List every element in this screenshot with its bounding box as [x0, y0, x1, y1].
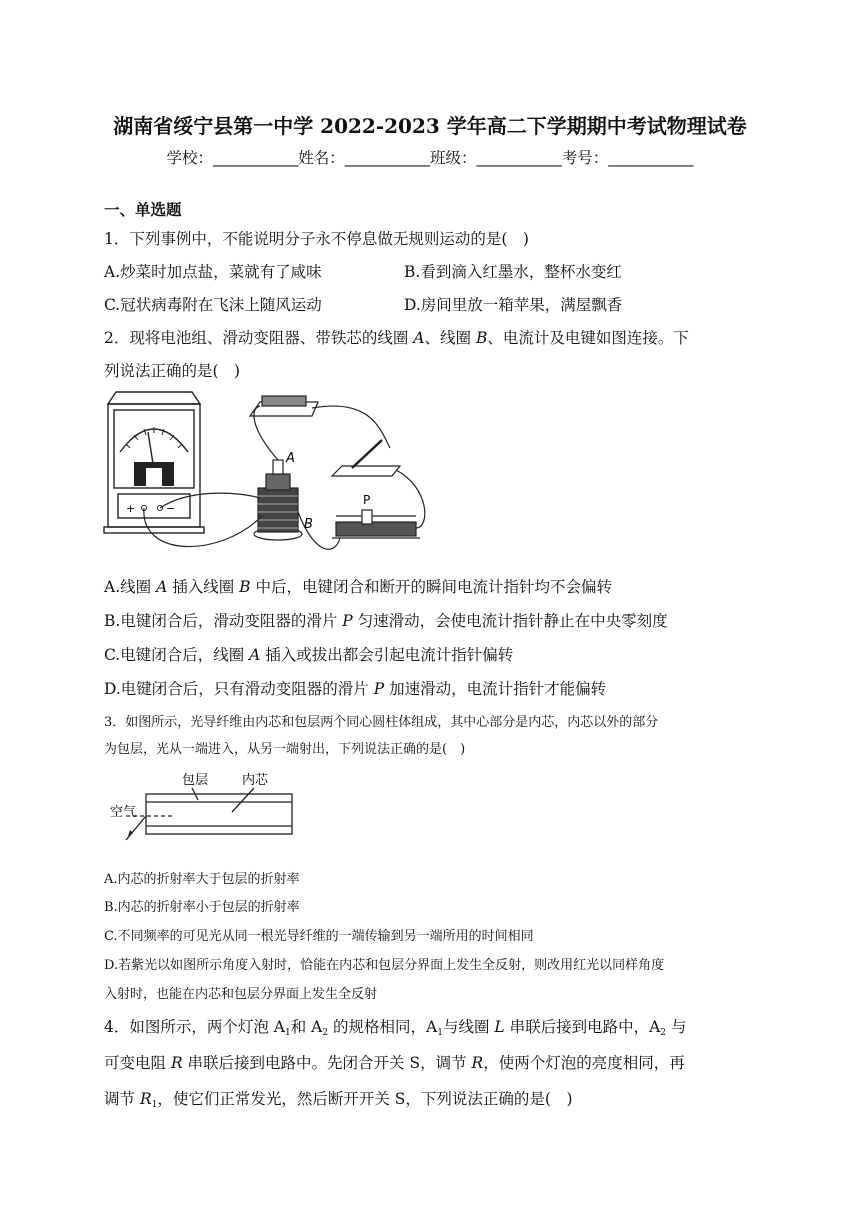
q1-stem: 1．下列事例中，不能说明分子永不停息做无规则运动的是( ) [104, 230, 529, 248]
galvanometer-coil [146, 468, 162, 486]
core-label: 内芯 [242, 773, 269, 788]
q3-stem-line1: 3．如图所示，光导纤维由内芯和包层两个同心圆柱体组成，其中心部分是内芯，内芯以外的部分 [104, 715, 659, 730]
q2-stem-line2: 列说法正确的是( ) [104, 362, 241, 380]
cladding-label: 包层 [182, 773, 209, 788]
galvanometer-top [108, 392, 200, 404]
q2-option-c-text: C.电键闭合后，线圈 [104, 646, 250, 664]
q4-text: 4．如图所示，两个灯泡 A [104, 1018, 285, 1036]
q2-var-p: P [373, 680, 385, 698]
q4-stem-line1 [104, 1015, 686, 1038]
q2-option-a-text: 插入线圈 [167, 578, 240, 596]
q1-option-a: A.炒菜时加点盐，菜就有了咸味 [104, 263, 322, 281]
slider-p-label: P [363, 493, 371, 507]
q1-option-b: B.看到滴入红墨水，整杯水变红 [404, 263, 622, 281]
q2-option-b [104, 609, 668, 631]
rheostat-coil [336, 522, 416, 536]
q2-option-d [104, 677, 606, 699]
q2-text: 2．现将电池组、滑动变阻器、带铁芯的线圈 [104, 329, 414, 347]
q4-var-l: L [494, 1018, 505, 1036]
q4-text: 与 [666, 1018, 687, 1036]
q2-option-a [104, 575, 612, 597]
q2-var-a: A [413, 329, 425, 347]
q4-subscript: 2 [660, 1028, 667, 1038]
q2-circuit-figure [100, 388, 440, 563]
q2-var-p: P [342, 612, 353, 630]
battery-cells [262, 396, 306, 406]
q2-option-b-text: B.电键闭合后，滑动变阻器的滑片 [104, 612, 343, 630]
q2-option-b-text: 匀速滑动，会使电流计指针静止在中央零刻度 [352, 612, 668, 630]
q1-option-c: C.冠状病毒附在飞沫上随风运动 [104, 296, 322, 314]
q2-stem-line1 [104, 326, 689, 348]
q4-text: 和 A [290, 1018, 323, 1036]
switch-base [332, 466, 400, 476]
q3-option-b: B.内芯的折射率小于包层的折射率 [104, 900, 300, 915]
q2-var-a: A [156, 578, 168, 596]
q2-text: 、线圈 [424, 329, 476, 347]
coil-b [258, 488, 298, 532]
q2-var-b: B [239, 578, 251, 596]
q4-subscript: 1 [284, 1028, 291, 1038]
q2-option-d-text: 加速滑动，电流计指针才能偏转 [384, 680, 607, 698]
q4-text: 调节 [104, 1090, 140, 1108]
q3-stem-line2: 为包层，光从一端进入，从另一端射出，下列说法正确的是( ) [104, 742, 466, 757]
core-pointer [232, 788, 254, 812]
q4-var-r1: R [139, 1090, 152, 1108]
coil-a-label: A [286, 451, 295, 466]
q1-option-d: D.房间里放一箱苹果，满屋飘香 [404, 296, 623, 314]
q2-option-a-text: 中后，电键闭合和断开的瞬间电流计指针均不会偏转 [250, 578, 612, 596]
q3-option-c: C.不同频率的可见光从同一根光导纤维的一端传输到另一端所用的时间相同 [104, 929, 534, 944]
q2-option-c [104, 643, 513, 665]
q2-text: 、电流计及电键如图连接。下 [487, 329, 689, 347]
q4-stem-line2 [104, 1051, 685, 1073]
rheostat-slider [362, 510, 372, 524]
q4-text: 可变电阻 [104, 1054, 171, 1072]
air-label: 空气 [110, 805, 137, 820]
q4-text: 的规格相同，A [328, 1018, 438, 1036]
q4-subscript: 1 [437, 1028, 443, 1038]
student-info-line: 学校：___________姓名：___________班级：___________考号：___________ [166, 149, 694, 167]
fiber-body [146, 794, 292, 834]
q3-option-d-line2: 入射时，也能在内芯和包层分界面上发生全反射 [104, 987, 378, 1002]
plus-terminal-label: + [126, 502, 136, 515]
q4-text: 与线圈 [442, 1018, 495, 1036]
q4-text: ，使两个灯泡的亮度相同，再 [483, 1054, 685, 1072]
q3-fiber-figure [108, 766, 308, 850]
minus-terminal-label: − [166, 502, 176, 515]
q2-var-b: B [475, 329, 488, 347]
q4-text: 串联后接到电路中，A [504, 1018, 661, 1036]
q3-option-a: A.内芯的折射率大于包层的折射率 [104, 872, 300, 887]
section-heading: 一、单选题 [104, 201, 182, 219]
q3-option-d-line1: D.若紫光以如图所示角度入射时，恰能在内芯和包层分界面上发生全反射，则改用红光以同样角度 [104, 958, 665, 973]
q2-option-a-text: A.线圈 [104, 578, 157, 596]
galvanometer-base [104, 527, 204, 533]
q2-option-d-text: D.电键闭合后，只有滑动变阻器的滑片 [104, 680, 374, 698]
coil-a [266, 474, 290, 490]
q4-subscript: 2 [322, 1028, 329, 1038]
q2-var-a: A [249, 646, 261, 664]
q2-option-c-text: 插入或拔出都会引起电流计指针偏转 [260, 646, 514, 664]
q4-var-r: R [170, 1054, 183, 1072]
q4-text: 串联后接到电路中。先闭合开关 S，调节 [182, 1054, 472, 1072]
switch-lever [352, 440, 382, 468]
iron-core [273, 460, 283, 474]
q4-var-r: R [471, 1054, 484, 1072]
q4-stem-line3 [104, 1087, 573, 1110]
q4-subscript: 1 [151, 1100, 158, 1110]
page-title: 湖南省绥宁县第一中学 2022-2023 学年高二下学期期中考试物理试卷 [113, 114, 747, 138]
q4-text: ，使它们正常发光，然后断开开关 S，下列说法正确的是( ) [157, 1090, 573, 1108]
coil-b-label: B [304, 517, 313, 532]
